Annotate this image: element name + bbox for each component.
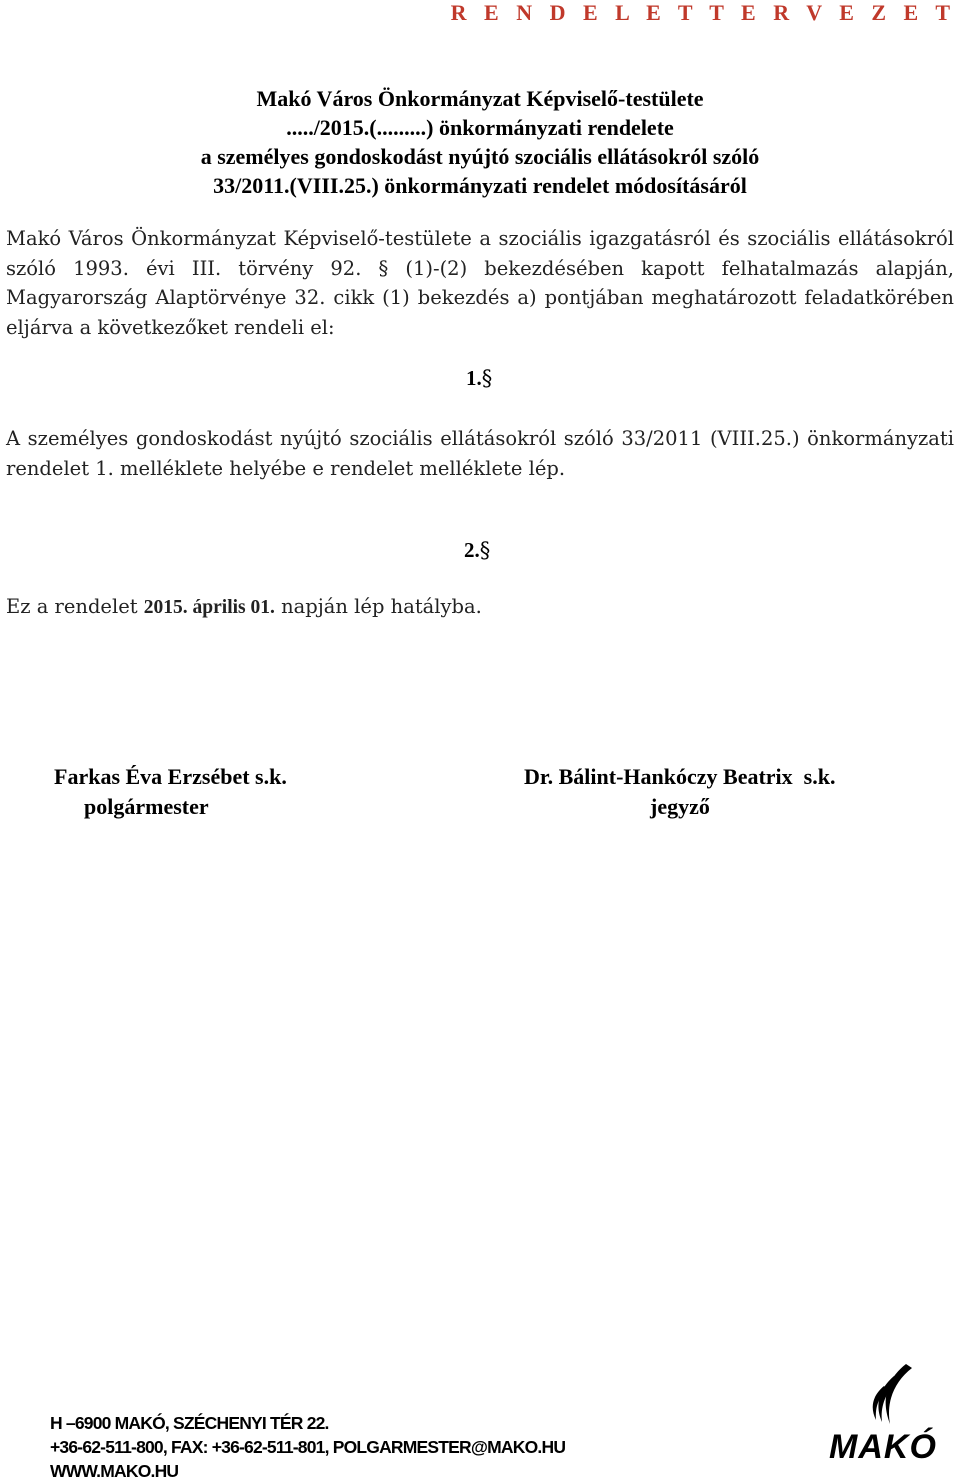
section-text: Ez a rendelet: [6, 595, 144, 618]
signer-name: Dr. Bálint-Hankóczy Beatrix s.k.: [524, 764, 836, 789]
effective-date: 2015. április 01.: [143, 597, 275, 618]
section-1-text: A személyes gondoskodást nyújtó szociális ellátásokról szóló 33/2011 (VIII.25.) önkormányzati rendelet 1. melléklete helyébe e rendelet melléklete lép.: [6, 427, 954, 480]
footer-website: WWW.MAKO.HU: [50, 1461, 179, 1481]
title-line: a személyes gondoskodást nyújtó szociális ellátásokról szóló: [200, 144, 760, 169]
mako-logo: [828, 1358, 938, 1484]
preamble-text: Makó Város Önkormányzat Képviselő-testülete a szociális igazgatásról és szociális ellátásokról szóló 1993. évi III. törvény 92.: [6, 227, 954, 280]
logo-swoosh-icon: [828, 1358, 938, 1438]
signer-role: polgármester: [84, 794, 209, 819]
signature-mayor: [54, 762, 287, 822]
document-title: [0, 84, 960, 200]
section-sign: §: [378, 256, 389, 280]
section-2-text: [6, 592, 954, 623]
signature-notary: [524, 762, 835, 822]
footer-contact: +36-62-511-800, FAX: +36-62-511-801, POLGARMESTER@MAKO.HU: [50, 1437, 566, 1457]
section-sign: §: [479, 538, 491, 562]
section-2-heading: [464, 538, 490, 563]
title-line: Makó Város Önkormányzat Képviselő-testülete: [256, 86, 704, 111]
section-1-heading: [466, 366, 492, 391]
preamble-paragraph: [6, 224, 954, 342]
document-type-label: R E N D E L E T T E R V E Z E T: [450, 0, 956, 25]
section-number: 2.: [464, 538, 480, 562]
preamble-text: (1)-(2) bekezdésében kapott felhatalmazás alapján, Magyarország Alaptörvénye 32. cikk (1) bekezdés a) pontjában meghatározott feladatkörében eljárva a következőket rendeli el:: [6, 256, 954, 339]
footer-address: H –6900 MAKÓ, SZÉCHENYI TÉR 22.: [50, 1413, 329, 1433]
section-text: napján lép hatályba.: [274, 595, 482, 618]
logo-text: MAKÓ: [829, 1428, 937, 1466]
title-line: 33/2011.(VIII.25.) önkormányzati rendelet módosításáról: [213, 173, 747, 198]
title-line: ...../2015.(.........) önkormányzati rendelete: [286, 115, 674, 140]
signer-role: jegyző: [650, 794, 710, 819]
signer-name: Farkas Éva Erzsébet s.k.: [54, 764, 287, 789]
section-sign: §: [481, 366, 493, 390]
section-number: 1.: [466, 366, 482, 390]
